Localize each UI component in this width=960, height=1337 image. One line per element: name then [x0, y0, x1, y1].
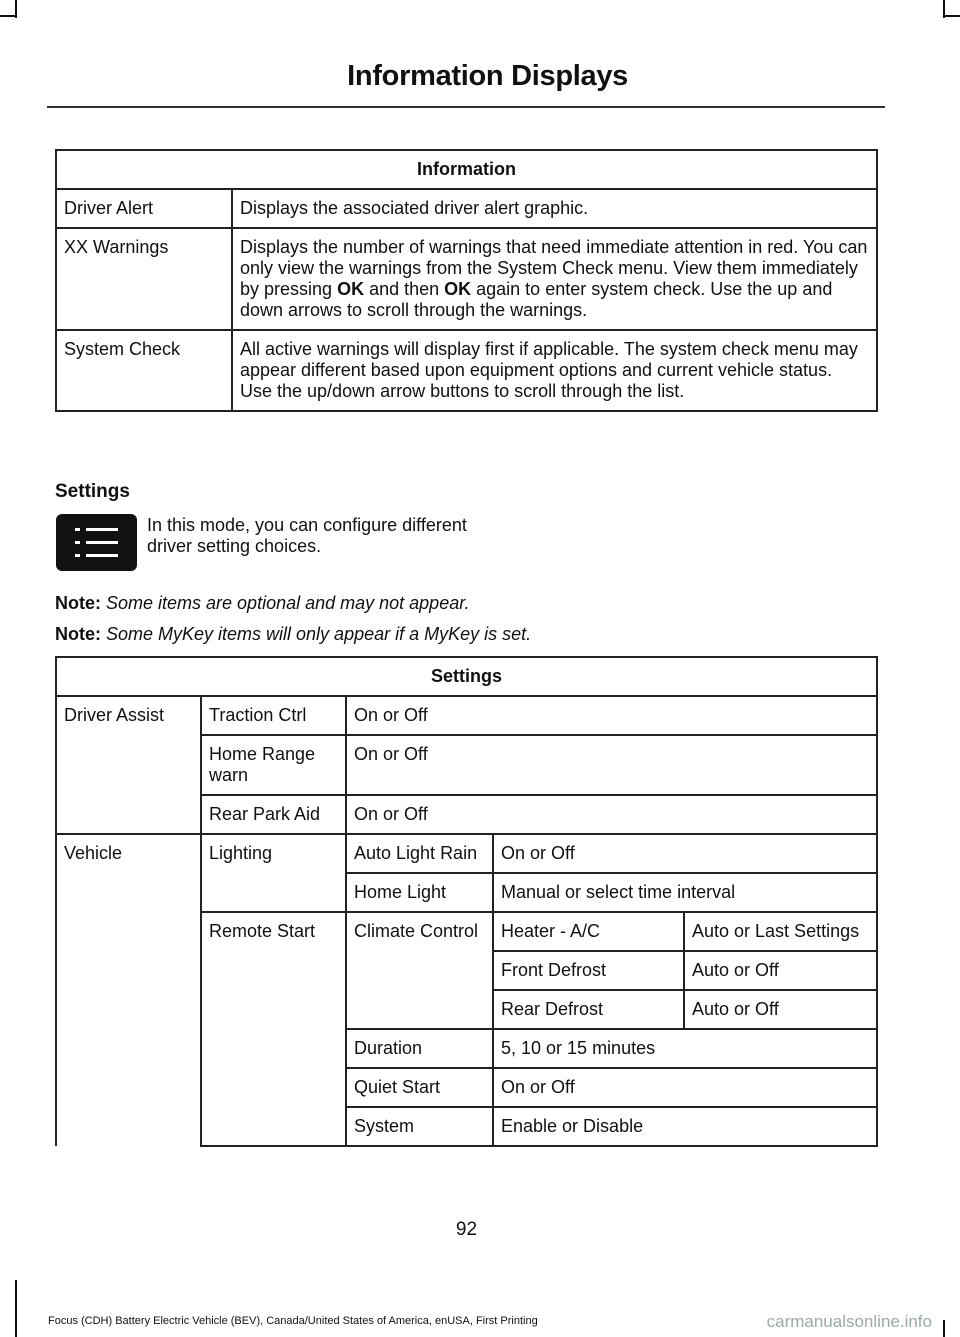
setting-value: On or Off: [346, 795, 877, 834]
setting-value: On or Off: [493, 1068, 877, 1107]
setting-value: On or Off: [346, 735, 877, 795]
table-row: [56, 990, 877, 1029]
row-label: Driver Alert: [56, 189, 232, 228]
row-description: All active warnings will display first if applicable. The system check menu may appear different based upon equipment options and current vehicle status. Use the up/down arrow buttons to scroll through the list.: [232, 330, 877, 411]
header-rule: [47, 106, 885, 108]
setting-name: Remote Start: [201, 912, 346, 951]
crop-mark: [0, 15, 17, 17]
setting-name: Home Range warn: [201, 735, 346, 795]
table-row: [56, 951, 877, 990]
setting-value: Auto or Last Settings: [684, 912, 877, 951]
table-row: [56, 330, 877, 411]
setting-name: System: [346, 1107, 493, 1146]
category-vehicle: Vehicle: [56, 834, 201, 873]
table-row: [56, 735, 877, 795]
table-row: [56, 1029, 877, 1068]
setting-value: Auto or Off: [684, 951, 877, 990]
setting-name: Heater - A/C: [493, 912, 684, 951]
page-number: 92: [455, 1219, 478, 1240]
settings-table-heading: Settings: [56, 657, 877, 696]
note: Note: Some MyKey items will only appear if a MyKey is set.: [55, 624, 532, 644]
row-label: XX Warnings: [56, 228, 232, 330]
setting-value: On or Off: [346, 696, 877, 735]
note: Note: Some items are optional and may not appear.: [55, 593, 470, 613]
crop-mark: [943, 15, 960, 17]
settings-table: [55, 656, 878, 1147]
table-row: [56, 873, 877, 912]
table-row: [56, 1068, 877, 1107]
section-heading: Settings: [55, 481, 130, 502]
setting-name: Climate Control: [346, 912, 493, 951]
setting-name: Home Light: [346, 873, 493, 912]
setting-name: Rear Defrost: [493, 990, 684, 1029]
setting-name: Rear Park Aid: [201, 795, 346, 834]
information-table-heading: Information: [56, 150, 877, 189]
setting-name: Front Defrost: [493, 951, 684, 990]
setting-value: On or Off: [493, 834, 877, 873]
page-title: Information Displays: [347, 60, 628, 92]
table-row: [56, 912, 877, 951]
row-description: Displays the associated driver alert graphic.: [232, 189, 877, 228]
setting-value: Auto or Off: [684, 990, 877, 1029]
table-row: [56, 834, 877, 873]
table-row: [56, 795, 877, 834]
watermark: carmanualsonline.info: [766, 1312, 932, 1331]
setting-name: Duration: [346, 1029, 493, 1068]
ok-button-label: OK: [337, 279, 365, 299]
row-label: System Check: [56, 330, 232, 411]
publication-footer: Focus (CDH) Battery Electric Vehicle (BEV), Canada/United States of America, enUSA, First Printing: [48, 1315, 538, 1327]
setting-name: Lighting: [201, 834, 346, 873]
setting-name: Traction Ctrl: [201, 696, 346, 735]
settings-list-icon: [56, 514, 137, 571]
settings-intro-text: In this mode, you can configure different driver setting choices.: [147, 515, 467, 556]
table-row: [56, 696, 877, 735]
setting-value: Enable or Disable: [493, 1107, 877, 1146]
table-row: [56, 1107, 877, 1146]
ok-button-label: OK: [444, 279, 472, 299]
row-description: Displays the number of warnings that need immediate attention in red. You can only view the warnings from the System Check menu. View them immediately by pressing OK and then OK again to enter system check. Use the up and down arrows to scroll through the warnings.: [232, 228, 877, 330]
setting-value: Manual or select time interval: [493, 873, 877, 912]
category-driver-assist: Driver Assist: [56, 696, 201, 735]
setting-name: Quiet Start: [346, 1068, 493, 1107]
information-table: [55, 149, 878, 412]
crop-mark: [15, 1280, 17, 1337]
table-row: [56, 189, 877, 228]
setting-name: Auto Light Rain: [346, 834, 493, 873]
setting-value: 5, 10 or 15 minutes: [493, 1029, 877, 1068]
crop-mark: [943, 1320, 945, 1337]
table-row: [56, 228, 877, 330]
